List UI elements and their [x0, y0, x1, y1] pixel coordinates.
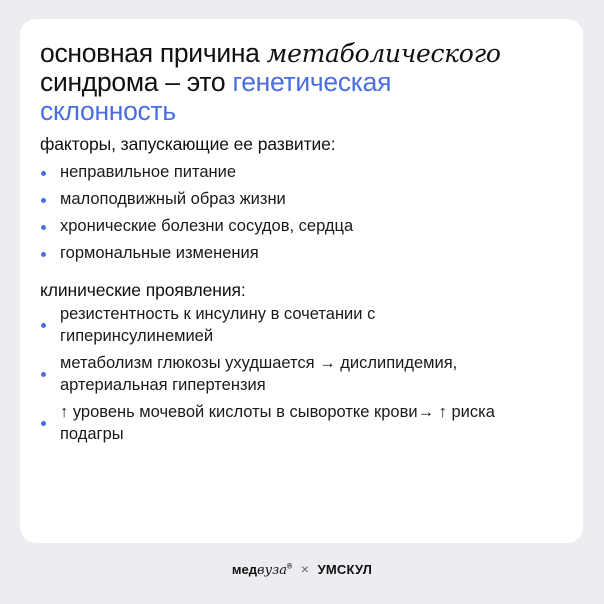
content-card	[20, 19, 583, 543]
list-item	[40, 213, 353, 240]
umskul-logo: УМСКУЛ	[317, 562, 373, 577]
factors-list	[40, 159, 353, 267]
title-line1-italic: метаболического	[266, 39, 501, 68]
list-item-text-line2: подагры	[60, 425, 124, 443]
list-item	[40, 240, 353, 267]
medvuza-logo: медвуза®	[231, 562, 293, 578]
bullet-icon	[41, 198, 46, 203]
list-item-text: гормональные изменения	[60, 244, 259, 262]
footer-brands	[0, 561, 604, 578]
list-item-text-line1: метаболизм глюкозы ухудшается → дислипидемия,	[60, 354, 458, 372]
bullet-icon	[41, 171, 46, 176]
list-item	[40, 159, 353, 186]
title-line2-plain: синдрома – это	[40, 67, 233, 97]
clinical-heading: клинические проявления:	[40, 280, 246, 300]
title-line3-accent: склонность	[40, 96, 176, 126]
list-item	[40, 303, 495, 347]
title-line2-accent: генетическая	[232, 67, 392, 97]
list-item-text: хронические болезни сосудов, сердца	[60, 217, 354, 235]
list-item-text-line2: гиперинсулинемией	[60, 327, 214, 345]
list-item	[40, 186, 353, 213]
page-title	[40, 39, 501, 126]
title-line1-plain: основная причина	[40, 38, 267, 68]
bullet-icon	[41, 372, 46, 377]
list-item-text-line1: резистентность к инсулину в сочетании с	[60, 305, 376, 323]
bullet-icon	[41, 252, 46, 257]
list-item-text-line2: артериальная гипертензия	[60, 376, 266, 394]
bullet-icon	[41, 225, 46, 230]
bullet-icon	[41, 421, 46, 426]
clinical-list	[40, 303, 495, 445]
list-item-text: неправильное питание	[60, 163, 237, 181]
list-item-text-line1: ↑ уровень мочевой кислоты в сыворотке крови→ ↑ риска	[60, 403, 495, 421]
list-item-text: малоподвижный образ жизни	[60, 190, 286, 208]
bullet-icon	[41, 323, 46, 328]
factors-heading: факторы, запускающие ее развитие:	[40, 134, 336, 154]
collab-separator: ×	[300, 561, 309, 577]
list-item	[40, 352, 495, 396]
list-item	[40, 401, 495, 445]
